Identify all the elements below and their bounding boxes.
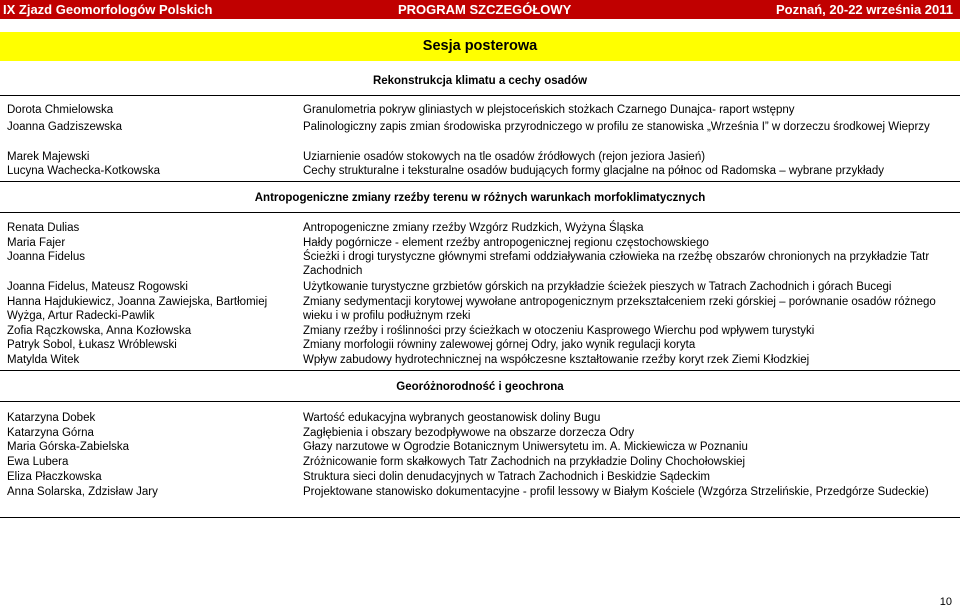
author: Joanna Fidelus [7, 251, 85, 263]
poster-title: Ścieżki i drogi turystyczne głównymi strefami oddziaływania człowieka na rzeźbę obszarów chronionych na przykładzie Tatr Zachodnich [303, 251, 930, 277]
poster-title: Wartość edukacyjna wybranych geostanowisk doliny Bugu [303, 412, 601, 424]
poster-title: Zagłębienia i obszary bezodpływowe na obszarze dorzecza Odry [303, 427, 635, 439]
poster-title: Cechy strukturalne i teksturalne osadów budujących formy glacjalne na północ od Radomska – wybrane przykłady [303, 165, 885, 177]
poster-title: Struktura sieci dolin denudacyjnych w Tatrach Zachodnich i Beskidzie Sądeckim [303, 471, 710, 483]
author: Katarzyna Dobek [7, 412, 96, 424]
author: Ewa Lubera [7, 456, 69, 468]
author: Joanna Fidelus, Mateusz Rogowski [7, 281, 188, 293]
divider [0, 95, 960, 96]
divider [0, 401, 960, 402]
conference-title: IX Zjazd Geomorfologów Polskich [3, 2, 213, 17]
page-number: 10 [939, 596, 952, 607]
author: Eliza Płaczkowska [7, 471, 102, 483]
author: Maria Górska-Zabielska [7, 441, 130, 453]
author: Marek Majewski [7, 151, 90, 163]
poster-title: Antropogeniczne zmiany rzeźby Wzgórz Rudzkich, Wyżyna Śląska [303, 222, 644, 234]
author: Maria Fajer [7, 237, 66, 249]
author: Lucyna Wachecka-Kotkowska [7, 165, 160, 177]
poster-title: Zróżnicowanie form skałkowych Tatr Zachodnich na przykładzie Doliny Chochołowskiej [303, 456, 746, 468]
location-date: Poznań, 20-22 września 2011 [775, 2, 953, 17]
poster-title: Użytkowanie turystyczne grzbietów górskich na przykładzie ścieżek pieszych w Tatrach Zachodnich i górach Bucegi [303, 281, 892, 293]
author: Hanna Hajdukiewicz, Joanna Zawiejska, Bartłomiej [7, 296, 268, 308]
poster-title: Zmiany morfologii równiny zalewowej górnej Odry, jako wynik regulacji koryta [303, 339, 696, 351]
poster-title: Zmiany sedymentacji korytowej wywołane antropogenicznym przekształceniem rzeki górskiej – porównanie osadów różnego wieku i w profilu podłużnym rzeki [303, 296, 936, 322]
author: Anna Solarska, Zdzisław Jary [7, 486, 158, 498]
author: Dorota Chmielowska [7, 104, 114, 116]
session-banner: Sesja posterowa [0, 32, 960, 61]
section-heading-geodiversity: Georóżnorodność i geochrona [396, 381, 564, 393]
poster-title: Granulometria pokryw gliniastych w plejstoceńskich stożkach Czarnego Dunajca- raport wstępny [303, 104, 795, 116]
divider [0, 370, 960, 371]
poster-title: Uziarnienie osadów stokowych na tle osadów źródłowych (rejon jeziora Jasień) [303, 151, 706, 163]
divider [0, 181, 960, 182]
poster-title: Wpływ zabudowy hydrotechnicznej na współczesne kształtowanie rzeźby koryt rzek Ziemi Kłodzkiej [303, 354, 810, 366]
author: Katarzyna Górna [7, 427, 94, 439]
poster-title: Projektowane stanowisko dokumentacyjne - profil lessowy w Białym Kościele (Wzgórza Strzelińskie, Przedgórze Sudeckie) [303, 486, 929, 498]
divider [0, 517, 960, 518]
divider [0, 212, 960, 213]
program-title: PROGRAM SZCZEGÓŁOWY [398, 2, 572, 17]
section-heading-anthropogenic: Antropogeniczne zmiany rzeźby terenu w różnych warunkach morfoklimatycznych [254, 192, 706, 204]
author-continued: Wyżga, Artur Radecki-Pawlik [7, 310, 155, 322]
author: Matylda Witek [7, 354, 80, 366]
author: Joanna Gadziszewska [7, 121, 123, 133]
poster-title: Zmiany rzeźby i roślinności przy ścieżkach w otoczeniu Kasprowego Wierchu pod wpływem turystyki [303, 325, 815, 337]
section-heading-climate: Rekonstrukcja klimatu a cechy osadów [372, 75, 588, 87]
header-bar [0, 0, 960, 19]
poster-title: Głazy narzutowe w Ogrodzie Botanicznym Uniwersytetu im. A. Mickiewicza w Poznaniu [303, 441, 748, 453]
author: Patryk Sobol, Łukasz Wróblewski [7, 339, 177, 351]
author: Renata Dulias [7, 222, 80, 234]
author: Zofia Rączkowska, Anna Kozłowska [7, 325, 192, 337]
poster-title: Hałdy pogórnicze - element rzeźby antropogenicznej regionu częstochowskiego [303, 237, 709, 249]
poster-title: Palinologiczny zapis zmian środowiska przyrodniczego w profilu ze stanowiska „Września I” w dorzeczu środkowej Wieprzy [303, 121, 930, 133]
